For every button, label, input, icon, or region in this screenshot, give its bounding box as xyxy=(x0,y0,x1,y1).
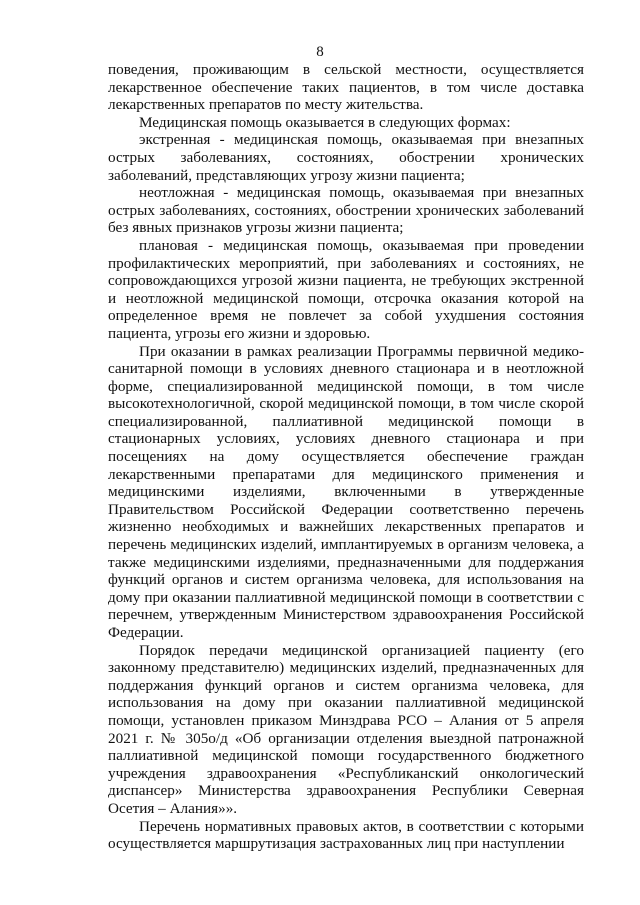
paragraph: неотложная - медицинская помощь, оказываемая при внезапных острых заболеваниях, состояниях, обострении хронических заболеваний без явных признаков угрозы жизни пациента; xyxy=(108,184,584,237)
paragraph: экстренная - медицинская помощь, оказываемая при внезапных острых заболеваниях, состояниях, обострении хронических заболеваний, представляющих угрозу жизни пациента; xyxy=(108,131,584,184)
page-number: 8 xyxy=(316,44,324,60)
document-body xyxy=(108,61,584,853)
paragraph: поведения, проживающим в сельской местности, осуществляется лекарственное обеспечение таких пациентов, в том числе доставка лекарственных препаратов по месту жительства. xyxy=(108,61,584,114)
paragraph: Перечень нормативных правовых актов, в соответствии с которыми осуществляется маршрутизация застрахованных лиц при наступлении xyxy=(108,817,584,853)
paragraph: плановая - медицинская помощь, оказываемая при проведении профилактических мероприятий, при заболеваниях и состояниях, не сопровождающихся угрозой жизни пациента, не требующих экстренной и неотложной медицинской помощи, отсрочка оказания которой на определенное время не повлечет за собой ухудшения состояния пациента, угрозы его жизни и здоровью. xyxy=(108,236,584,342)
paragraph: Медицинская помощь оказывается в следующих формах: xyxy=(139,113,511,131)
paragraph: Порядок передачи медицинской организацией пациенту (его законному представителю) медицинских изделий, предназначенных для поддержания функций органов и систем организма человека, для использования на дому при оказании паллиативной медицинской помощи, установлен приказом Минздрава РСО – Алания от 5 апреля 2021 г. № 305о/д «Об организации отделения выездной патронажной паллиативной медицинской помощи государственного бюджетного учреждения здравоохранения «Республиканский онкологический диспансер» Министерства здравоохранения Республики Северная Осетия – Алания»». xyxy=(108,641,584,817)
paragraph: При оказании в рамках реализации Программы первичной медико-санитарной помощи в условиях дневного стационара и в неотложной форме, специализированной медицинской помощи, в том числе высокотехнологичной, скорой медицинской помощи, в том числе скорой специализированной, паллиативной медицинской помощи в стационарных условиях, условиях дневного стационара и при посещениях на дому осуществляется обеспечение граждан лекарственными препаратами для медицинского применения и медицинскими изделиями, включенными в утвержденные Правительством Российской Федерации соответственно перечень жизненно необходимых и важнейших лекарственных препаратов и перечень медицинских изделий, имплантируемых в организм человека, а также медицинскими изделиями, предназначенными для поддержания функций органов и систем организма человека, для использования на дому при оказании паллиативной медицинской помощи в соответствии с перечнем, утвержденным Министерством здравоохранения Российской Федерации. xyxy=(108,342,584,641)
